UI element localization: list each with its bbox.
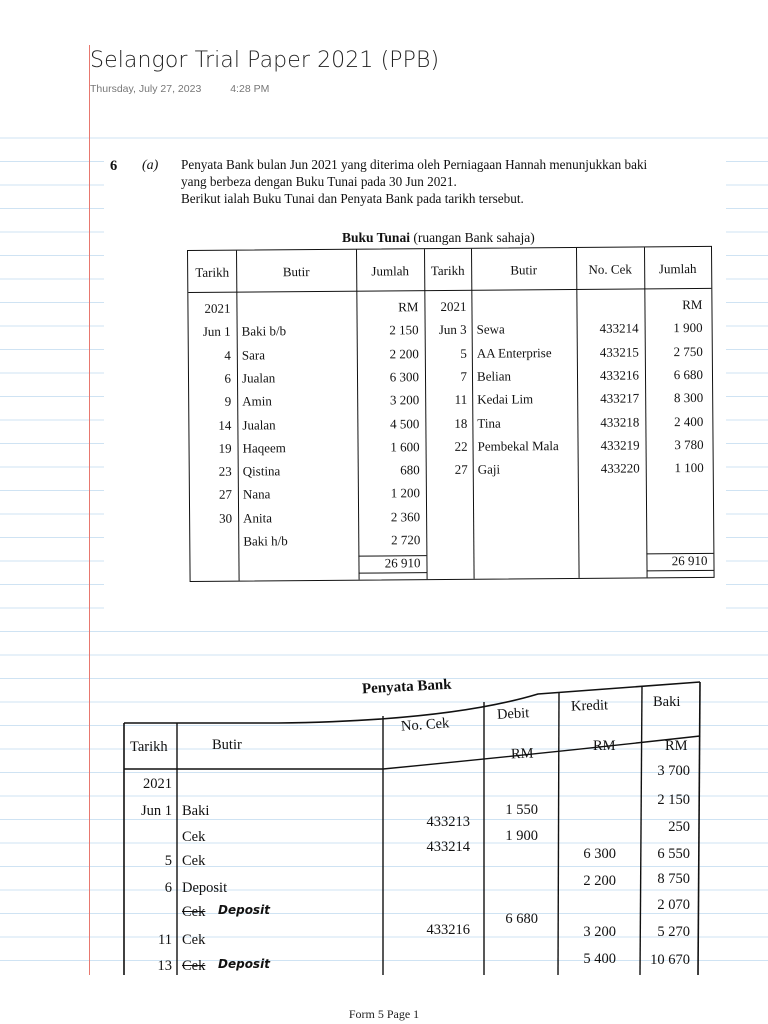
ledger-amount: 2 200	[389, 345, 419, 362]
ledger-cheque-number: 433214	[599, 320, 639, 337]
statement-baki: 8 750	[657, 871, 690, 887]
ledger-amount: 2 400	[674, 413, 704, 429]
statement-baki: 250	[668, 819, 690, 835]
ledger-description: Kedai Lim	[477, 391, 534, 407]
ledger-description: Baki b/b	[241, 323, 287, 339]
statement-description: Baki	[182, 803, 210, 819]
statement-description: Cek	[182, 932, 206, 948]
ledger-date: 4	[224, 347, 231, 363]
statement-description: Cek	[182, 829, 206, 845]
statement-kredit: 6 300	[583, 846, 616, 862]
statement-cheque-number: 433213	[426, 814, 470, 830]
question-line: Berikut ialah Buku Tunai dan Penyata Bank pada tarikh tersebut.	[181, 191, 524, 206]
ledger-description: Jualan	[242, 416, 276, 433]
ledger-description: Anita	[243, 510, 273, 526]
ledger-description: Gaji	[477, 461, 501, 477]
ledger-amount: 2 150	[389, 322, 419, 338]
statement-baki: 5 270	[657, 924, 690, 940]
ledger-date: 2021	[440, 298, 467, 315]
statement-kredit: 2 200	[583, 873, 616, 889]
statement-cheque-number: 433214	[426, 839, 470, 855]
scanned-bank-statement-image[interactable]	[118, 666, 718, 975]
question-line: yang berbeza dengan Buku Tunai pada 30 Jun 2021.	[181, 174, 457, 189]
scanned-question-image[interactable]	[104, 146, 726, 616]
ledger-amount: 8 300	[673, 390, 704, 406]
question-number: 6	[110, 158, 118, 174]
statement-baki: 6 550	[657, 846, 690, 862]
bank-statement-title: Penyata Bank	[361, 676, 452, 698]
col-header-tarikh: Tarikh	[195, 264, 230, 280]
ledger-description: Sara	[241, 346, 265, 363]
page-title[interactable]: Selangor Trial Paper 2021 (PPB)	[90, 48, 440, 73]
ledger-cheque-number: 433216	[599, 367, 640, 383]
ledger-amount: RM	[682, 296, 703, 313]
col-header-butir: Butir	[282, 264, 310, 280]
question-text	[181, 156, 721, 207]
ledger-description: Tina	[477, 415, 501, 431]
col-header-jumlah: Jumlah	[371, 263, 410, 279]
statement-date: Jun 1	[140, 803, 172, 819]
ledger-cheque-number: 433217	[600, 390, 640, 406]
col-header-tarikh: Tarikh	[430, 262, 465, 279]
rm-baki: RM	[665, 738, 688, 754]
ledger-description: Haqeem	[242, 440, 286, 456]
note-time: 4:28 PM	[230, 83, 270, 95]
ledger-amount: 3 200	[389, 392, 420, 408]
col-header-no-cek: No. Cek	[400, 715, 450, 735]
ledger-date: 5	[460, 345, 467, 361]
total-debit: 26 910	[384, 555, 421, 571]
col-header-no-cek: No. Cek	[588, 261, 632, 277]
question-part: (a)	[142, 158, 159, 173]
ledger-description: Amin	[242, 393, 272, 409]
ledger-description: AA Enterprise	[476, 344, 552, 361]
ledger-amount: 6 680	[673, 366, 704, 383]
question-line: Penyata Bank bulan Jun 2021 yang diterima oleh Perniagaan Hannah menunjukkan baki	[181, 157, 648, 172]
handwritten-correction: Deposit	[218, 957, 270, 971]
ledger-date: 30	[219, 510, 233, 526]
ledger-description	[476, 298, 574, 299]
statement-cheque-number: 433216	[426, 922, 470, 938]
statement-date: 2021	[143, 776, 172, 792]
ledger-description: Sewa	[476, 321, 505, 338]
col-header-baki: Baki	[653, 694, 681, 710]
ledger-date: Jun 3	[438, 322, 467, 338]
ledger-amount: 4 500	[390, 415, 420, 431]
statement-baki: 2 150	[657, 792, 690, 808]
ledger-date: 27	[218, 487, 232, 503]
ledger-date: 27	[454, 461, 468, 477]
ledger-description: Belian	[476, 368, 511, 384]
statement-date: 13	[157, 958, 172, 974]
ledger-cheque-number: 433220	[600, 460, 640, 476]
ledger-amount: RM	[398, 299, 419, 315]
ledger-amount: 1 900	[673, 320, 703, 336]
statement-baki: 10 670	[650, 952, 690, 968]
col-header-butir: Butir	[510, 262, 538, 278]
ledger-cheque-number: 433219	[600, 437, 640, 453]
ledger-date: 2021	[204, 300, 231, 316]
ledger-description: Jualan	[241, 370, 276, 386]
ledger-date: 14	[218, 417, 232, 433]
ledger-date: 6	[224, 370, 232, 386]
statement-debit: 1 550	[505, 802, 538, 818]
ledger-amount: 2 750	[673, 343, 703, 359]
statement-description: Cek	[182, 958, 206, 974]
ledger-date: 11	[454, 391, 468, 408]
buku-tunai-heading: Buku Tunai (ruangan Bank sahaja)	[342, 230, 535, 245]
statement-date: 6	[164, 880, 172, 896]
statement-description: Cek	[182, 853, 206, 869]
statement-baki: 2 070	[657, 897, 690, 913]
statement-description: Deposit	[182, 880, 228, 896]
ledger-date: 19	[218, 440, 232, 456]
note-date: Thursday, July 27, 2023	[90, 83, 202, 95]
ledger-date: 18	[454, 415, 468, 431]
margin-line	[89, 45, 90, 975]
rm-debit: RM	[510, 745, 534, 763]
col-header-jumlah: Jumlah	[658, 260, 697, 277]
total-credit-box	[646, 553, 713, 572]
ledger-date: Jun 1	[202, 323, 231, 340]
ledger-date: 22	[454, 438, 468, 454]
ledger-amount: 2 360	[390, 508, 421, 525]
statement-description: Cek	[182, 904, 206, 920]
col-header-tarikh: Tarikh	[130, 739, 168, 755]
ledger-date: 7	[460, 368, 468, 384]
ledger-description	[241, 300, 353, 301]
statement-kredit: 5 400	[583, 951, 616, 967]
ledger-date: 23	[218, 463, 232, 479]
handwritten-correction: Deposit	[218, 903, 270, 917]
col-header-butir: Butir	[212, 737, 242, 753]
ledger-amount: 1 100	[674, 460, 704, 476]
buku-tunai-table	[187, 246, 715, 582]
ledger-amount: 1 600	[390, 438, 420, 455]
ledger-amount: 680	[400, 462, 420, 478]
ledger-cheque-number: 433218	[600, 413, 640, 430]
statement-date: 11	[158, 932, 172, 948]
page-footer: Form 5 Page 1	[348, 1007, 420, 1021]
col-header-debit: Debit	[496, 705, 530, 723]
note-timestamp	[90, 83, 269, 95]
ledger-description: Nana	[242, 486, 271, 502]
statement-baki: 3 700	[657, 763, 690, 779]
statement-debit: 6 680	[505, 911, 538, 927]
ledger-amount: 3 780	[674, 436, 704, 452]
statement-debit: 1 900	[505, 828, 538, 844]
rm-kredit: RM	[593, 738, 616, 754]
col-header-kredit: Kredit	[570, 697, 609, 715]
ledger-amount: 6 300	[389, 369, 420, 385]
ledger-description: Baki h/b	[243, 533, 288, 549]
ledger-cheque-number: 433215	[599, 344, 639, 360]
ledger-date: 9	[224, 393, 232, 409]
statement-kredit: 3 200	[583, 924, 616, 940]
ledger-amount: 2 720	[390, 532, 421, 548]
ledger-description: Qistina	[242, 463, 281, 479]
statement-date: 5	[164, 853, 172, 869]
ledger-amount: 1 200	[390, 485, 420, 501]
total-credit: 26 910	[671, 552, 708, 569]
ledger-description: Pembekal Mala	[477, 437, 559, 454]
total-debit-box	[358, 555, 426, 574]
